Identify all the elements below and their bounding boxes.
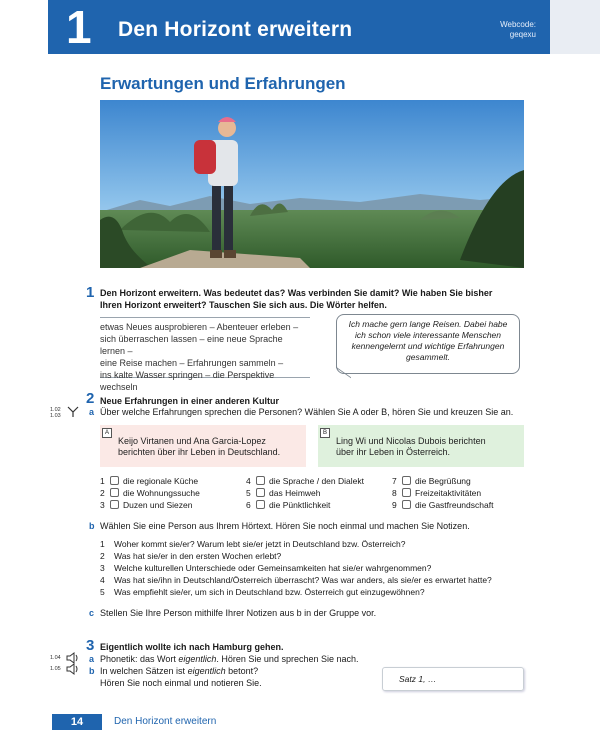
page-number: 14	[52, 714, 102, 730]
task-2b-instruction: Wählen Sie eine Person aus Ihrem Hörtext. Hören Sie noch einmal und machen Sie Notizen.	[100, 521, 470, 531]
option-1[interactable]: 1 die regionale Küche	[100, 476, 199, 486]
checkbox[interactable]	[110, 476, 119, 485]
cd-track-label: 1.02 1.03	[50, 407, 61, 419]
chapter-header	[48, 0, 550, 54]
task-3a-instruction: Phonetik: das Wort eigentlich. Hören Sie und sprechen Sie nach.	[100, 654, 359, 664]
checkbox[interactable]	[256, 500, 265, 509]
checkbox[interactable]	[256, 488, 265, 497]
checkbox[interactable]	[402, 500, 411, 509]
hiker-photo	[100, 100, 524, 268]
answer-text: Satz 1, …	[399, 674, 437, 684]
audio-fork-icon[interactable]	[66, 405, 80, 423]
task-3-title: Eigentlich wollte ich nach Hamburg gehen.	[100, 642, 284, 652]
task-3b-instruction: In welchen Sätzen ist eigentlich betont? Hören Sie noch einmal und notieren Sie.	[100, 666, 262, 688]
checkbox[interactable]	[402, 488, 411, 497]
task-2-title: Neue Erfahrungen in einer anderen Kultur	[100, 396, 280, 406]
box-a-text: Keijo Virtanen und Ana Garcia-Lopez berichten über ihr Leben in Deutschland.	[118, 436, 281, 457]
checkbox[interactable]	[110, 500, 119, 509]
header-edge	[550, 0, 600, 54]
task-3-number: 3	[86, 637, 95, 654]
task-1-instruction: Den Horizont erweitern. Was bedeutet das? Was verbinden Sie damit? Wie haben Sie bisher Ihren Horizont erweitert? Tauschen Sie sich aus. Die Wörter helfen.	[100, 288, 493, 310]
task-2b-letter: b	[89, 521, 95, 531]
question-1: 1 Woher kommt sie/er? Warum lebt sie/er jetzt in Deutschland bzw. Österreich?	[100, 539, 406, 549]
footer-title: Den Horizont erweitern	[114, 716, 217, 727]
task-1-number: 1	[86, 284, 95, 301]
task-2a-instruction: Über welche Erfahrungen sprechen die Personen? Wählen Sie A oder B, hören Sie und kreuzen Sie an.	[100, 407, 514, 417]
checkbox[interactable]	[110, 488, 119, 497]
checkbox[interactable]	[402, 476, 411, 485]
task-3a-letter: a	[89, 654, 95, 664]
task-2a-letter: a	[89, 407, 95, 417]
task-2c-letter: c	[89, 608, 95, 618]
section-title: Erwartungen und Erfahrungen	[100, 74, 346, 93]
question-2: 2 Was hat sie/er in den ersten Wochen erlebt?	[100, 551, 282, 561]
option-4[interactable]: 4 die Sprache / den Dialekt	[246, 476, 364, 486]
option-3[interactable]: 3 Duzen und Siezen	[100, 500, 193, 510]
speaker-icon[interactable]	[66, 662, 80, 680]
option-9[interactable]: 9 die Gastfreundschaft	[392, 500, 494, 510]
option-6[interactable]: 6 die Pünktlichkeit	[246, 500, 331, 510]
webcode: Webcode: geqexu	[500, 20, 536, 39]
box-b-letter: B	[320, 428, 330, 438]
cd-track-a: 1.04	[50, 655, 61, 661]
option-7[interactable]: 7 die Begrüßung	[392, 476, 471, 486]
box-a-letter: A	[102, 428, 112, 438]
chapter-number: 1	[66, 1, 92, 53]
question-3: 3 Welche kulturellen Unterschiede oder Gemeinsamkeiten hat sie/er wahrgenommen?	[100, 563, 432, 573]
question-5: 5 Was empfiehlt sie/er, um sich in Deutschland bzw. Österreich gut einzugewöhnen?	[100, 587, 425, 597]
checkbox[interactable]	[256, 476, 265, 485]
word-box: etwas Neues ausprobieren – Abenteuer erleben – sich überraschen lassen – eine neue Sprache lernen – eine Reise machen – Erfahrungen sammeln – ins kalte Wasser springen – die Perspektive wechseln	[100, 317, 310, 378]
box-b-text: Ling Wi und Nicolas Dubois berichten über ihr Leben in Österreich.	[336, 436, 486, 457]
task-2-number: 2	[86, 390, 95, 407]
option-box-b[interactable]	[318, 425, 524, 467]
option-5[interactable]: 5 das Heimweh	[246, 488, 321, 498]
task-2c-instruction: Stellen Sie Ihre Person mithilfe Ihrer Notizen aus b in der Gruppe vor.	[100, 608, 377, 618]
task-3b-letter: b	[89, 666, 95, 676]
chapter-title: Den Horizont erweitern	[118, 18, 353, 41]
speech-bubble: Ich mache gern lange Reisen. Dabei habe ich schon viele interessante Menschen kennengelernt und wichtige Erfahrungen gesammelt.	[336, 314, 520, 374]
option-8[interactable]: 8 Freizeitaktivitäten	[392, 488, 482, 498]
option-box-a[interactable]	[100, 425, 306, 467]
option-2[interactable]: 2 die Wohnungssuche	[100, 488, 200, 498]
question-4: 4 Was hat sie/ihn in Deutschland/Österreich überrascht? Was war anders, als sie/er es erwartet hatte?	[100, 575, 492, 585]
answer-box[interactable]	[382, 667, 524, 691]
cd-track-b: 1.05	[50, 666, 61, 672]
